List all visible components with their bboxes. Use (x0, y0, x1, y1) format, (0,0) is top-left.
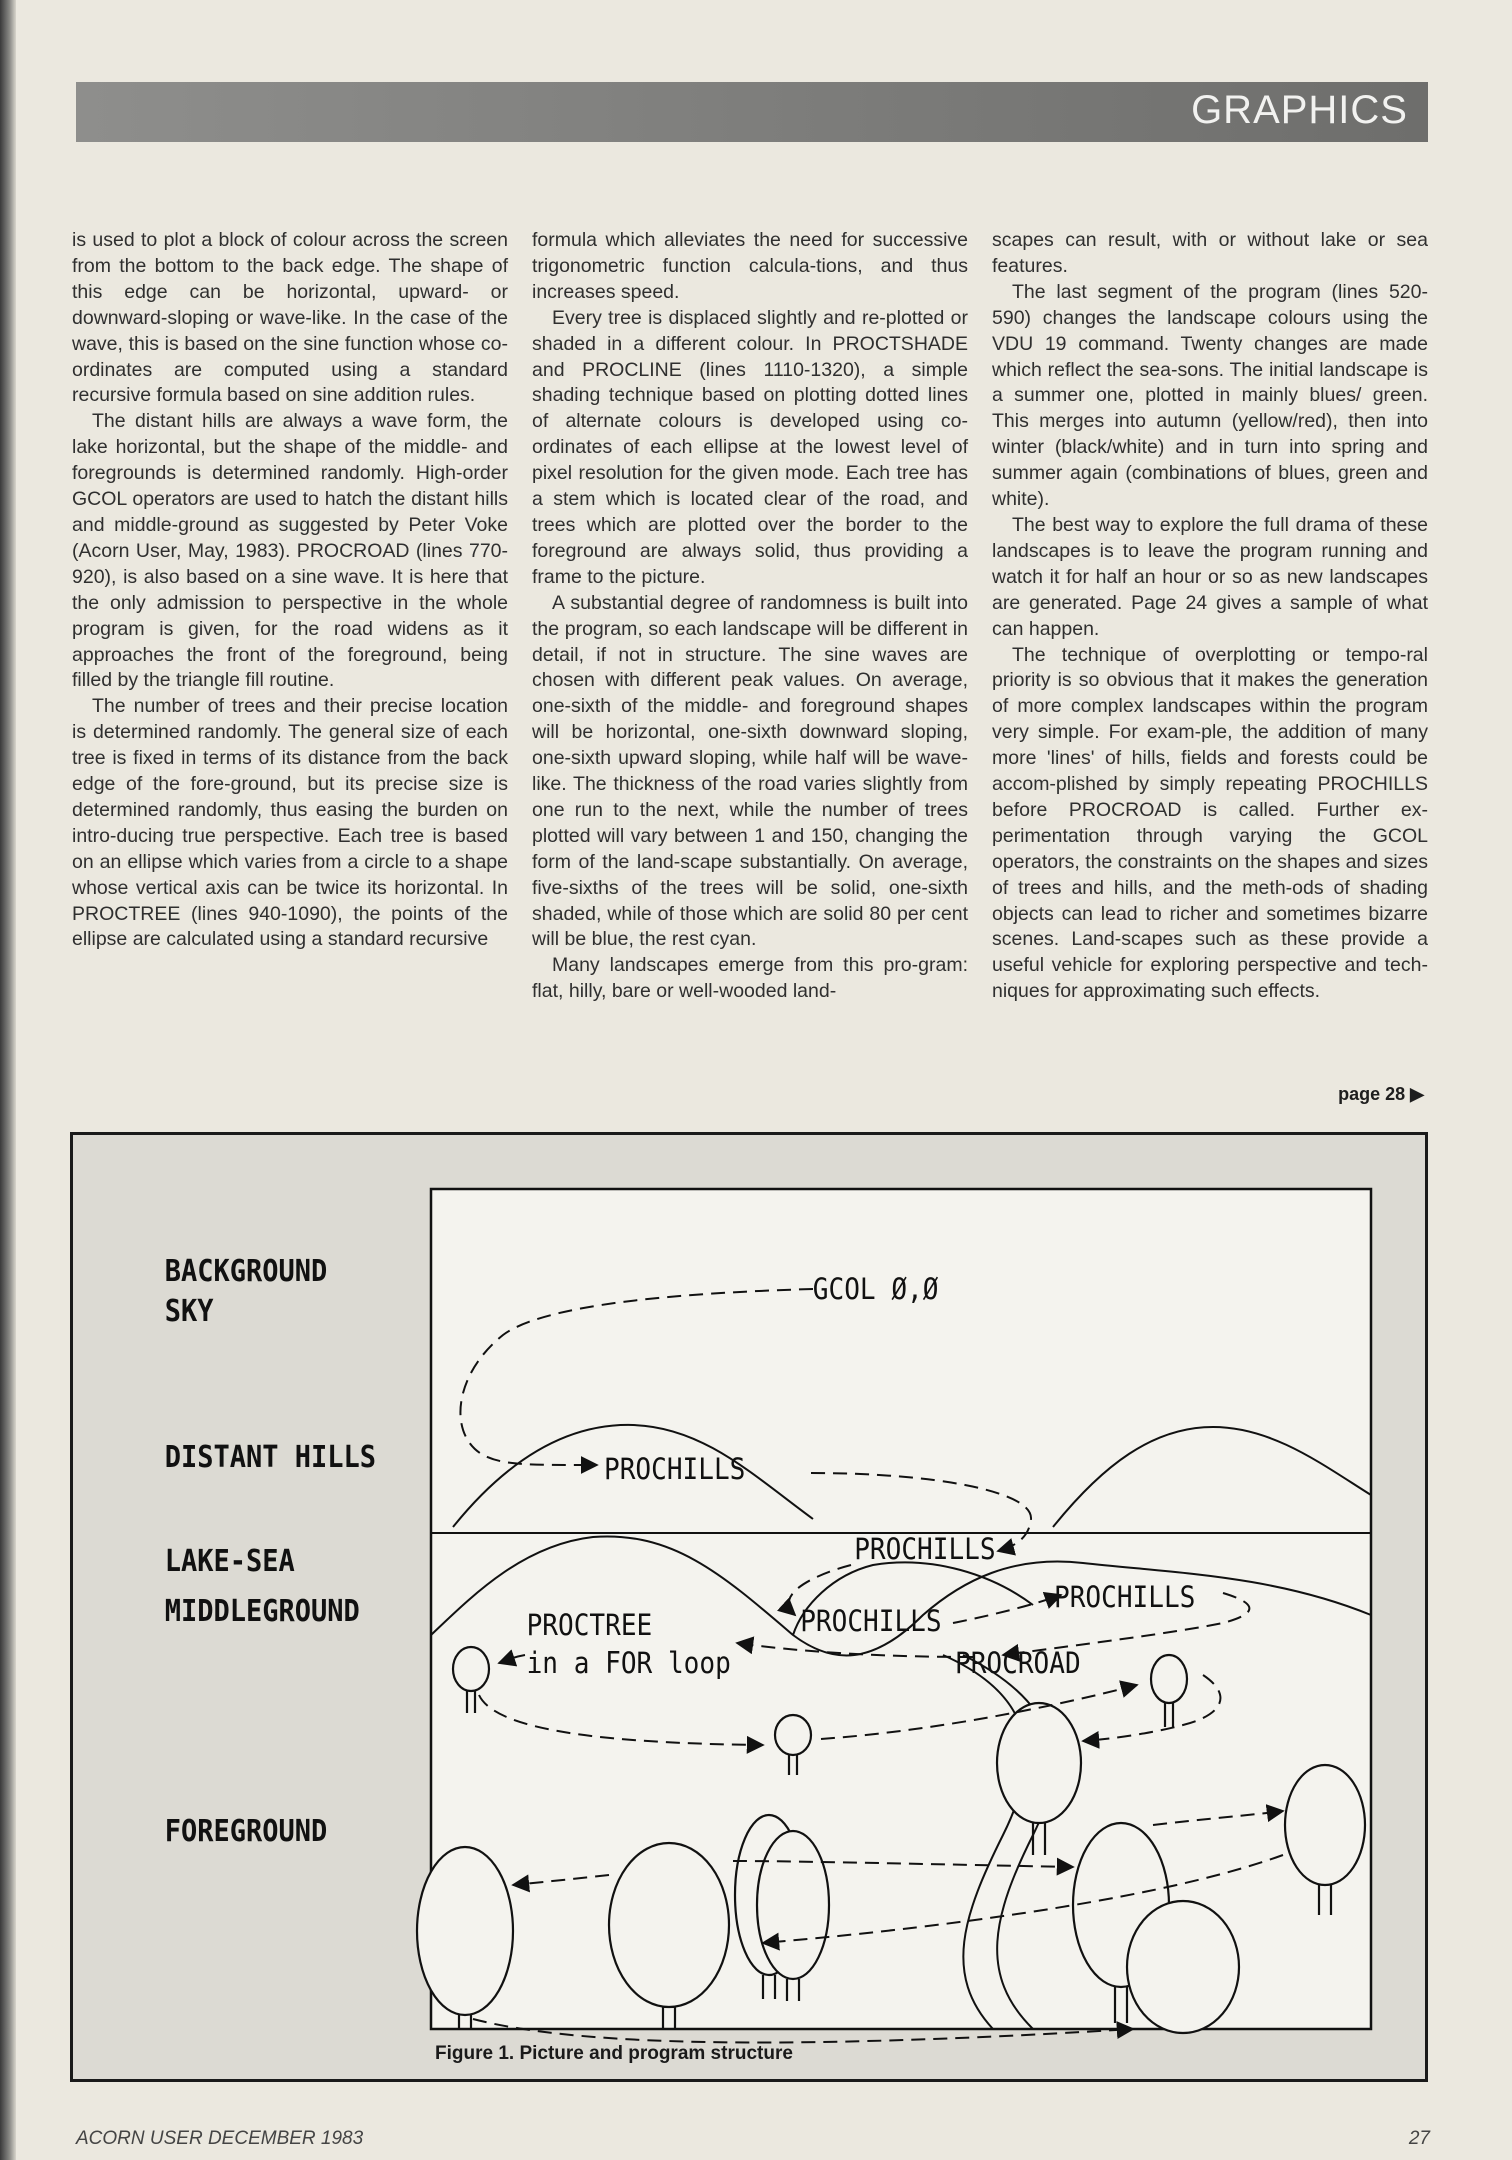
footer-magazine: ACORN USER DECEMBER 1983 (76, 2128, 364, 2149)
label-prochills-middle: PROCHILLS (1054, 1579, 1196, 1615)
column-3 (992, 228, 1428, 1005)
article-body (72, 228, 1432, 1104)
layer-label-distant-hills: DISTANT HILLS (164, 1439, 376, 1475)
label-for-loop: in a FOR loop (526, 1645, 731, 1681)
paragraph: A substantial degree of randomness is built into the program, so each landscape will be different in detail, if not in structure. The sine waves are chosen with different peak values. On average, one-sixth of the middle- and foreground shapes will be horizontal, one-sixth downward sloping, one-sixth upward sloping, while half will be wave-like. The thickness of the road varies slightly from one run to the next, while the number of trees plotted will vary between 1 and 150, changing the form of the land-scape substantially. On average, five-sixths of the trees will be solid, one-sixth shaded, while of those which are solid 80 per cent will be blue, the rest cyan. (532, 591, 968, 951)
page-spine (0, 0, 16, 2160)
section-header (76, 82, 1428, 142)
column-1 (72, 228, 508, 953)
label-procroad: PROCROAD (955, 1645, 1081, 1681)
label-gcol: GCOL Ø,Ø (812, 1271, 939, 1307)
layer-label-foreground: FOREGROUND (164, 1813, 328, 1849)
figure-caption: Figure 1. Picture and program structure (435, 2043, 793, 2064)
figure-diagram (73, 1135, 1425, 2079)
paragraph: Many landscapes emerge from this pro-gram: flat, hilly, bare or well-wooded land- (532, 954, 968, 1003)
section-title: GRAPHICS (1191, 88, 1408, 132)
label-prochills-lower: PROCHILLS (800, 1603, 942, 1639)
paragraph: The best way to explore the full drama of these landscapes is to leave the program running and watch it for half an hour or so as new landscapes are generated. Page 24 gives a sample of what can happen. (992, 513, 1428, 640)
layer-label-lake-sea: LAKE-SEA (164, 1543, 295, 1579)
paragraph: The number of trees and their precise location is determined randomly. The general size of each tree is fixed in terms of its distance from the back edge of the fore-ground, but its precise size is determined randomly, thus easing the burden on intro-ducing true perspective. Each tree is based on an ellipse which varies from a circle to a shape whose vertical axis can be twice its horizontal. In PROCTREE (lines 940-1090), the points of the ellipse are calculated using a standard recursive (72, 695, 508, 951)
tree (1127, 1901, 1239, 2033)
paragraph: The technique of overplotting or tempo-ral priority is so obvious that it makes the generation of more complex landscapes within the program very simple. For exam-ple, the addition of many more 'lines' of hills, fields and forests could be accom-plished by simply repeating PROCHILLS before PROCROAD is called. Further ex-perimentation through varying the GCOL operators, the constraints on the shapes and sizes of trees and hills, and the meth-ods of shading objects can lead to richer and sometimes bizarre scenes. Land-scapes such as these provide a useful vehicle for exploring perspective and tech-niques for approximating such effects. (992, 643, 1428, 1003)
paragraph: The last segment of the program (lines 520-590) changes the landscape colours using the VDU 19 command. Twenty changes are made which reflect the sea-sons. The initial landscape is a summer one, plotted in mainly blues/ green. This merges into autumn (yellow/red), then into winter (black/white) and in turn into spring and summer again (combinations of blues, green and white). (992, 280, 1428, 511)
paragraph: Every tree is displaced slightly and re-plotted or shaded in a different colour. In PROCTSHADE and PROCLINE (lines 1110-1320), a simple shading technique based on plotting dotted lines of alternate colours is developed using co-ordinates of each ellipse at the lowest level of pixel resolution for the given mode. Each tree has a stem which is located clear of the road, and trees which are plotted over the border to the foreground are always solid, thus providing a frame to the picture. (532, 306, 968, 588)
footer-page-number: 27 (1408, 2128, 1430, 2149)
layer-label-background: BACKGROUND (164, 1253, 328, 1289)
label-prochills-distant: PROCHILLS (604, 1451, 746, 1487)
label-proctree: PROCTREE (526, 1607, 653, 1643)
paragraph: scapes can result, with or without lake or sea features. (992, 229, 1428, 277)
layer-label-middleground: MIDDLEGROUND (164, 1593, 360, 1629)
continued-link[interactable]: page 28 ▶ (1338, 1084, 1424, 1104)
layer-label-sky: SKY (164, 1293, 214, 1329)
label-prochills-lake: PROCHILLS (854, 1531, 996, 1567)
paragraph: The distant hills are always a wave form, the lake horizontal, but the shape of the middle- and foregrounds is determined randomly. High-order GCOL operators are used to hatch the distant hills and middle-ground as suggested by Peter Voke (Acorn User, May, 1983). PROCROAD (lines 770-920), is also based on a sine wave. It is here that the only admission to perspective in the whole program is given, for the road widens as it approaches the front of the foreground, being filled by the triangle fill routine. (72, 410, 508, 692)
paragraph: is used to plot a block of colour across the screen from the bottom to the back edge. The shape of this edge can be horizontal, upward- or downward-sloping or wave-like. In the case of the wave, this is based on the sine function whose co-ordinates are computed using a standard recursive formula based on sine addition rules. (72, 229, 508, 407)
figure-1 (70, 1132, 1428, 2082)
column-2 (532, 228, 968, 1005)
paragraph: formula which alleviates the need for successive trigonometric function calcula-tions, and thus increases speed. (532, 229, 968, 303)
